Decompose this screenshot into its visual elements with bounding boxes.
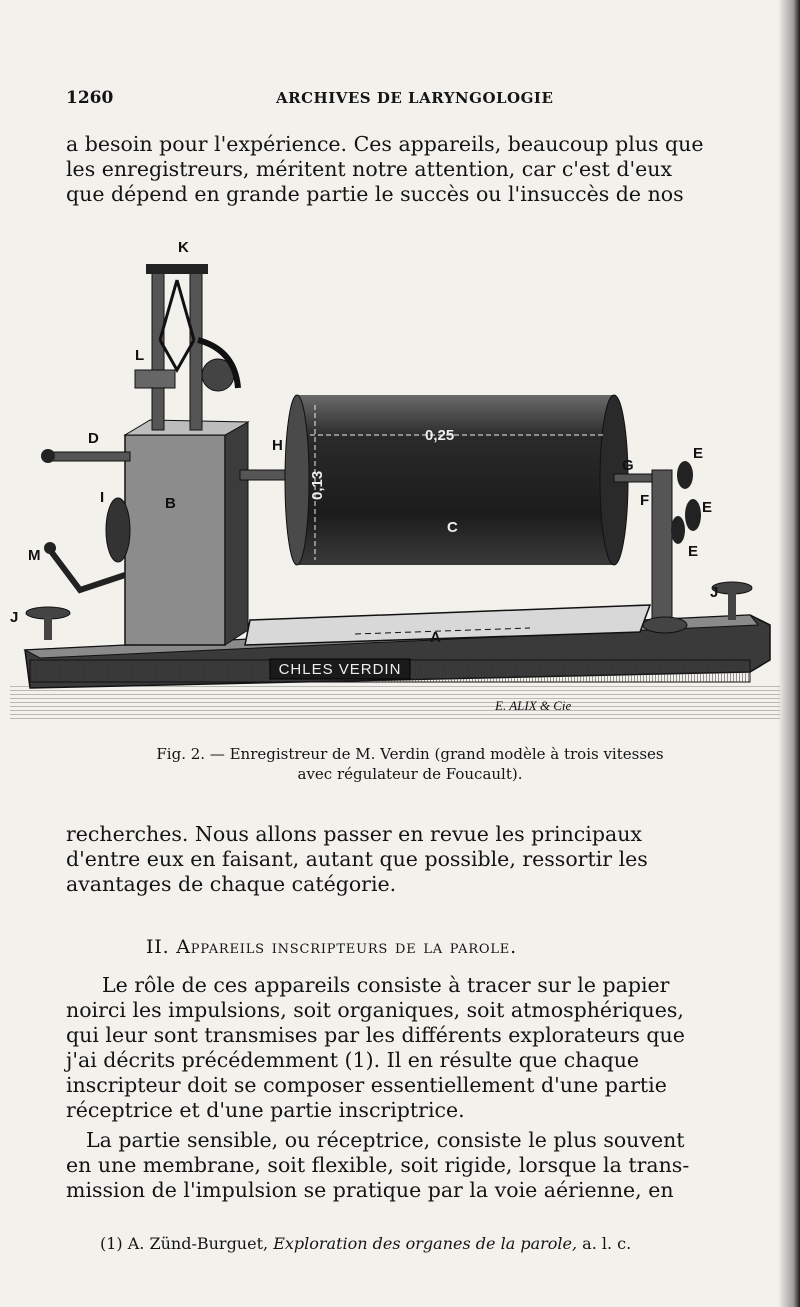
- label-F: F: [640, 492, 650, 509]
- paragraph-4: [66, 1128, 728, 1203]
- recorder-engraving: [10, 230, 785, 730]
- figure-caption: [100, 744, 720, 784]
- section-heading: II. Appareils inscripteurs de la parole.: [146, 936, 517, 958]
- page-edge-shadow: [778, 0, 800, 1307]
- text-line: avantages de chaque catégorie.: [66, 872, 397, 896]
- label-E-bottom: E: [688, 543, 699, 560]
- text-line: que dépend en grande partie le succès ou l'insuccès de nos: [66, 182, 684, 206]
- caption-line: Fig. 2. — Enregistreur de M. Verdin (grand modèle à trois vitesses: [156, 745, 664, 763]
- text-line: La partie sensible, ou réceptrice, consiste le plus souvent: [86, 1128, 685, 1152]
- regulator-column-right: [190, 270, 202, 430]
- journal-title: ARCHIVES DE LARYNGOLOGIE: [276, 89, 554, 107]
- text-line: inscripteur doit se composer essentiellement d'une partie: [66, 1073, 667, 1097]
- footnote-title: Exploration des organes de la parole,: [273, 1234, 578, 1253]
- label-L: L: [135, 347, 145, 364]
- maker-plate-text: CHLES VERDIN: [278, 661, 402, 678]
- shaft-D-knob: [41, 449, 55, 463]
- regulator-column-left: [152, 270, 164, 430]
- drum-C: [295, 395, 615, 565]
- housing-side: [225, 422, 248, 645]
- label-E-top: E: [693, 445, 704, 462]
- footnote-author: (1) A. Zünd-Burguet,: [100, 1234, 269, 1253]
- knob-J-right-stem: [728, 590, 736, 620]
- page-number: 1260: [66, 88, 114, 108]
- text-line: noirci les impulsions, soit organiques, soit atmosphériques,: [66, 998, 684, 1022]
- paragraph-1: [66, 132, 728, 207]
- text-line: mission de l'impulsion se pratique par la voie aérienne, en: [66, 1178, 674, 1202]
- ground-shadow: [10, 685, 780, 720]
- label-B: B: [165, 495, 176, 512]
- text-line: j'ai décrits précédemment (1). Il en résulte que chaque: [66, 1048, 640, 1072]
- lever-M-knob: [44, 542, 56, 554]
- pulley-E-bottom: [671, 516, 685, 544]
- regulator-crossbar: [146, 264, 208, 274]
- housing-top: [125, 420, 248, 435]
- knob-J-left-stem: [44, 615, 52, 640]
- dimension-height: 0,13: [309, 470, 326, 500]
- label-G: G: [622, 457, 634, 474]
- label-E-mid: E: [702, 499, 713, 516]
- footnote: [100, 1234, 631, 1253]
- regulator-base: [135, 370, 175, 388]
- label-I: I: [100, 489, 105, 506]
- paragraph-2: [66, 822, 728, 897]
- engraver-signature: E. ALIX & Cie: [495, 698, 572, 713]
- text-line: Le rôle de ces appareils consiste à tracer sur le papier: [102, 973, 670, 997]
- housing-box: [125, 435, 225, 645]
- right-standard-base: [643, 617, 687, 633]
- text-line: a besoin pour l'expérience. Ces appareils, beaucoup plus que: [66, 132, 704, 156]
- text-line: d'entre eux en faisant, autant que possible, ressortir les: [66, 847, 648, 871]
- text-line: réceptrice et d'une partie inscriptrice.: [66, 1098, 465, 1122]
- right-axle: [614, 474, 654, 482]
- text-line: les enregistreurs, méritent notre attention, car c'est d'eux: [66, 157, 673, 181]
- label-A: A: [430, 629, 441, 646]
- drum-left-end: [285, 395, 309, 565]
- caption-line: avec régulateur de Foucault).: [297, 765, 523, 783]
- dimension-length: 0,25: [425, 427, 455, 444]
- label-J-left: J: [10, 609, 19, 626]
- pulley-E-mid: [685, 499, 701, 531]
- text-line: recherches. Nous allons passer en revue les principaux: [66, 822, 642, 846]
- shaft-D: [50, 452, 130, 461]
- wheel-I: [106, 498, 130, 562]
- footnote-suffix: a. l. c.: [582, 1234, 632, 1253]
- label-D: D: [88, 430, 99, 447]
- text-line: en une membrane, soit flexible, soit rigide, lorsque la trans-: [66, 1153, 690, 1177]
- regulator-arms: [160, 280, 194, 370]
- text-line: qui leur sont transmises par les différents explorateurs que: [66, 1023, 685, 1047]
- label-J-right: J: [710, 584, 719, 601]
- label-K: K: [178, 239, 189, 256]
- axle-H: [240, 470, 290, 480]
- label-M: M: [28, 547, 41, 564]
- running-head: [66, 88, 726, 114]
- label-H: H: [272, 437, 283, 454]
- paragraph-3: [66, 973, 728, 1123]
- right-standard: [652, 470, 672, 620]
- pulley-E-top: [677, 461, 693, 489]
- figure-verdin-recorder: [10, 230, 785, 730]
- label-C: C: [447, 519, 458, 536]
